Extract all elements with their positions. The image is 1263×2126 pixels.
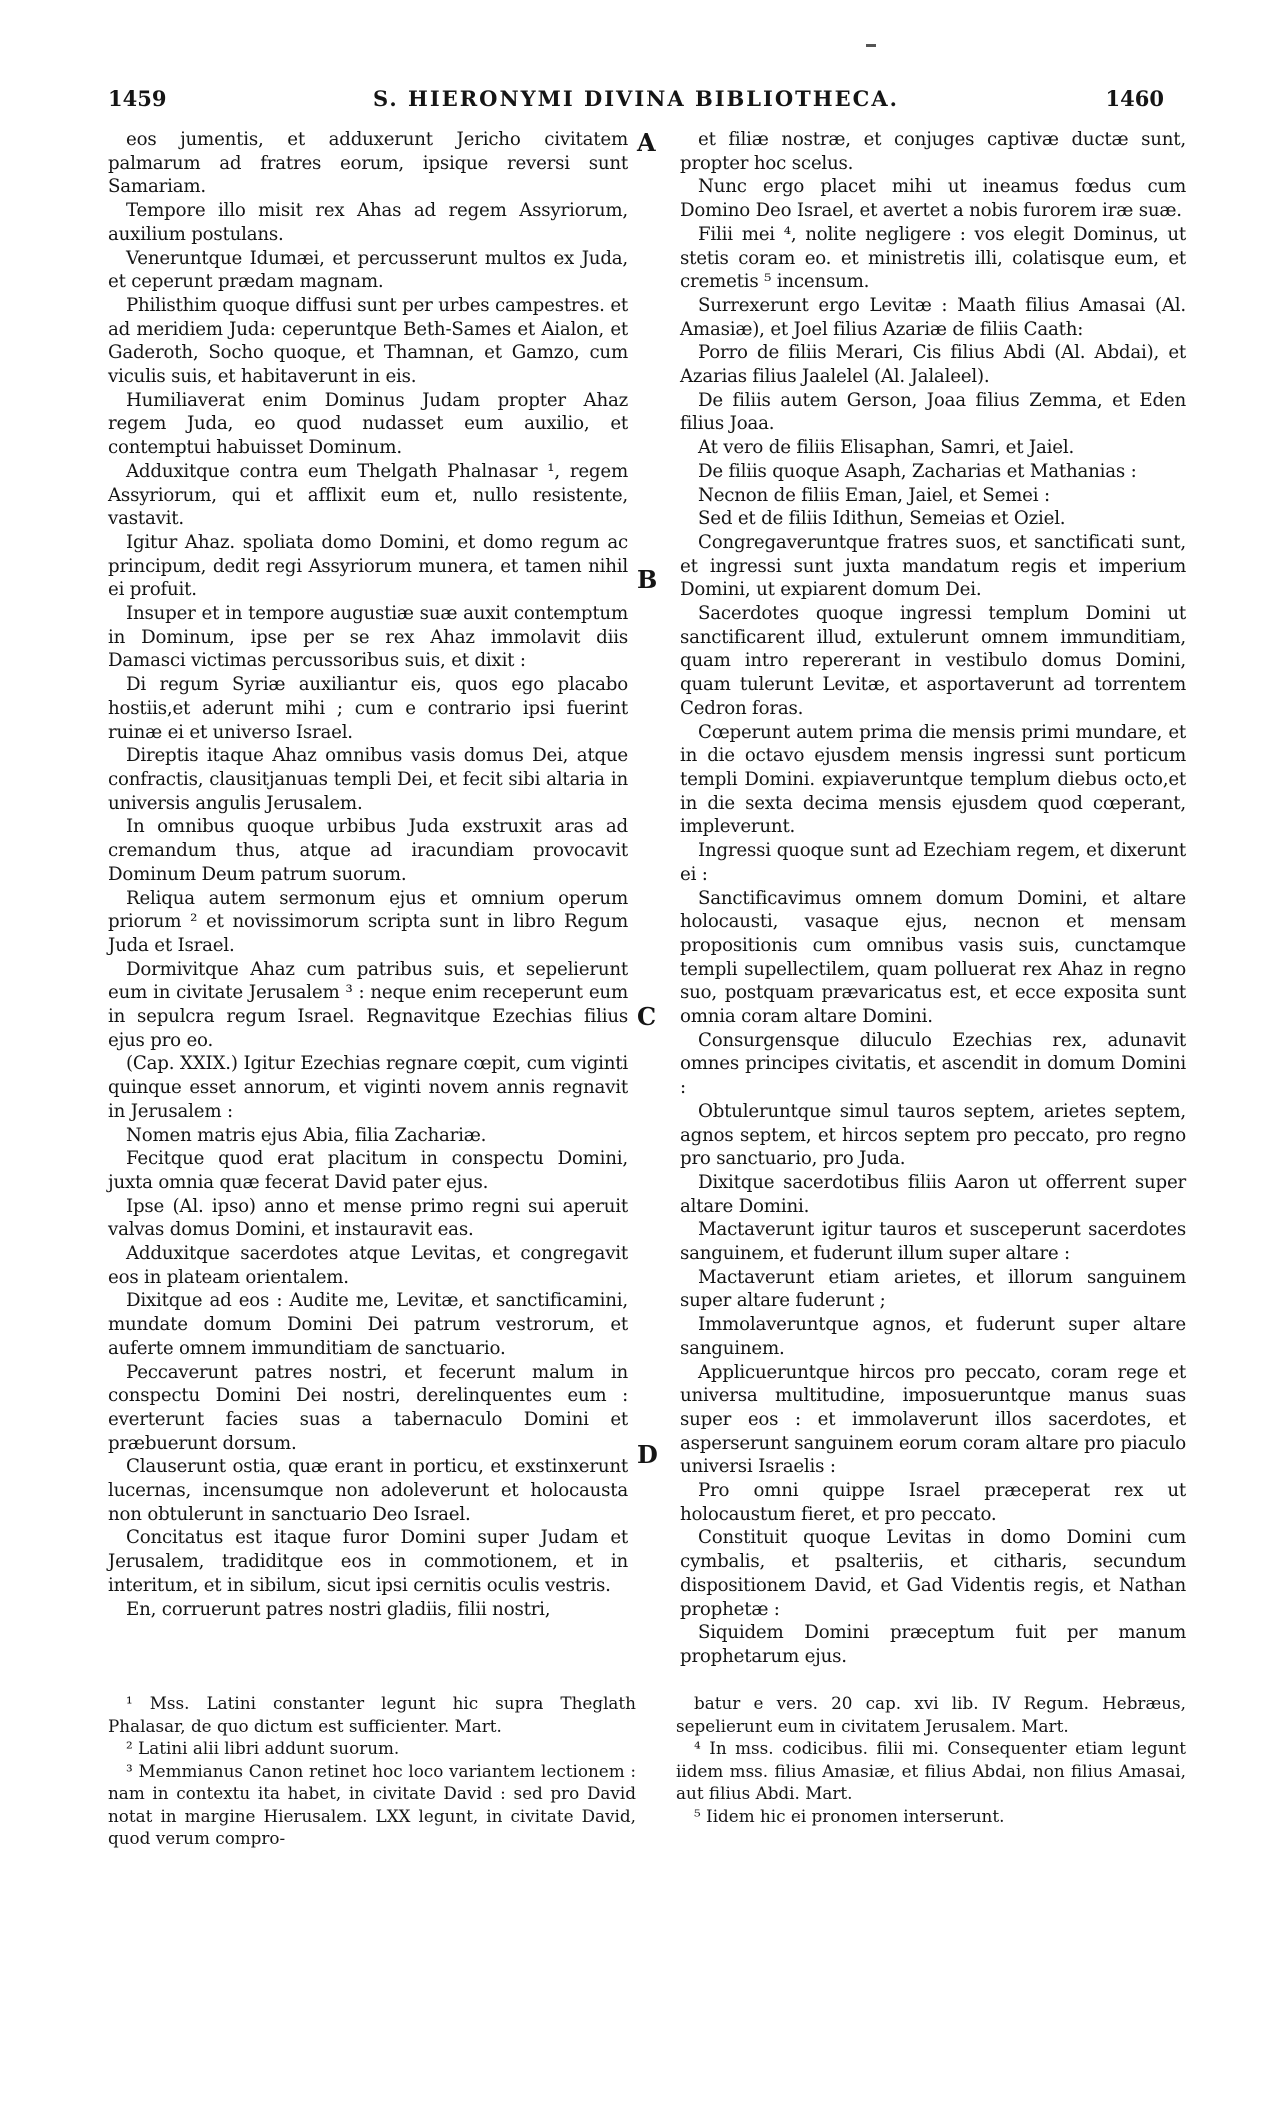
verse-paragraph: Sacerdotes quoque ingressi templum Domini ut sanctificarent illud, extulerunt omnem immunditiam, quam intro repererant in vestibulo domus Domini, quam tulerunt Levitæ, et asportaverunt ad torrentem Cedron foras. — [680, 603, 1186, 719]
verse-paragraph: Congregaveruntque fratres suos, et sanctificati sunt, et ingressi sunt juxta mandatum regis et imperium Domini, ut expiarent domum Dei. — [680, 531, 1186, 601]
verse-paragraph: Ingressi quoque sunt ad Ezechiam regem, et dixerunt ei : — [680, 840, 1186, 885]
verse-paragraph: Adduxitque sacerdotes atque Levitas, et congregavit eos in plateam orientalem. — [108, 1243, 628, 1288]
verse-paragraph: Immolaveruntque agnos, et fuderunt super altare sanguinem. — [680, 1314, 1186, 1359]
verse-paragraph: Porro de filiis Merari, Cis filius Abdi (Al. Abdai), et Azarias filius Jaalelel (Al. Jalaleel). — [680, 342, 1186, 388]
left-text-column — [108, 128, 628, 1620]
section-marker-a: A — [637, 128, 656, 157]
verse-paragraph: Reliqua autem sermonum ejus et omnium operum priorum ² et novissimorum scripta sunt in libro Regum Juda et Israel. — [108, 887, 628, 956]
verse-paragraph: Veneruntque Idumæi, et percusserunt multos ex Juda, et ceperunt prædam magnam. — [108, 247, 628, 293]
verse-paragraph: Sanctificavimus omnem domum Domini, et altare holocausti, vasaque ejus, necnon et mensam propositionis cum omnibus vasis suis, cunctamque templi supellectilem, quam polluerat rex Ahaz in regno suo, postquam prævaricatus est, et ecce exposita sunt omnia coram altare Domini. — [680, 887, 1186, 1028]
page-header — [108, 86, 1164, 126]
footnote: ³ Memmianus Canon retinet hoc loco variantem lectionem : nam in contextu ita habet, in civitate David : sed pro David notat in margine Hierusalem. LXX legunt, in civitate David, quod verum compro- — [108, 1760, 636, 1848]
verse-paragraph: Mactaverunt etiam arietes, et illorum sanguinem super altare fuderunt ; — [680, 1266, 1186, 1312]
verse-paragraph: Igitur Ahaz. spoliata domo Domini, et domo regum ac principum, dedit regi Assyriorum munera, et tamen nihil ei profuit. — [108, 531, 628, 601]
verse-paragraph: (Cap. XXIX.) Igitur Ezechias regnare cœpit, cum viginti quinque esset annorum, et viginti novem annis regnavit in Jerusalem : — [108, 1053, 628, 1122]
verse-paragraph: Pro omni quippe Israel præceperat rex ut holocaustum fieret, et pro peccato. — [680, 1480, 1186, 1525]
verse-paragraph: Dormivitque Ahaz cum patribus suis, et sepelierunt eum in civitate Jerusalem ³ : neque enim receperunt eum in sepulcra regum Israel. Regnavitque Ezechias filius ejus pro eo. — [108, 958, 628, 1051]
footnote: ⁵ Iidem hic ei pronomen interserunt. — [694, 1805, 1005, 1826]
page-number-left: 1459 — [108, 86, 167, 111]
verse-paragraph: Consurgensque diluculo Ezechias rex, adunavit omnes principes civitatis, et ascendit in domum Domini : — [680, 1029, 1186, 1099]
verse-paragraph: Surrexerunt ergo Levitæ : Maath filius Amasai (Al. Amasiæ), et Joel filius Azariæ de filiis Caath: — [680, 294, 1186, 340]
verse-paragraph: Filii mei ⁴, nolite negligere : vos elegit Dominus, ut stetis coram eo. et ministretis illi, colatisque eum, et cremetis ⁵ incensum. — [680, 223, 1186, 293]
verse-paragraph: Humiliaverat enim Dominus Judam propter Ahaz regem Juda, eo quod nudasset eum auxilio, et contemptui habuisset Dominum. — [108, 389, 628, 459]
verse-paragraph: eos jumentis, et adduxerunt Jericho civitatem palmarum ad fratres eorum, ipsique reversi sunt Samariam. — [108, 129, 628, 198]
verse-paragraph: At vero de filiis Elisaphan, Samri, et Jaiel. — [698, 437, 1075, 459]
verse-paragraph: Constituit quoque Levitas in domo Domini cum cymbalis, et psalteriis, et citharis, secundum dispositionem David, et Gad Videntis regis, et Nathan prophetæ : — [680, 1527, 1186, 1620]
verse-paragraph: Obtuleruntque simul tauros septem, arietes septem, agnos septem, et hircos septem pro peccato, pro regno pro sanctuario, pro Juda. — [680, 1100, 1186, 1170]
footnote: batur e vers. 20 cap. xvi lib. IV Regum. Hebræus, sepelierunt eum in civitatem Jerusalem. Mart. — [676, 1693, 1186, 1736]
verse-paragraph: Sed et de filiis Idithun, Semeias et Oziel. — [698, 508, 1066, 530]
verse-paragraph: Tempore illo misit rex Ahas ad regem Assyriorum, auxilium postulans. — [108, 200, 628, 245]
footnotes-right — [676, 1692, 1186, 1912]
page-number-right: 1460 — [1105, 86, 1164, 111]
verse-paragraph: Clauserunt ostia, quæ erant in porticu, et exstinxerunt lucernas, incensumque non adoleverunt et holocausta non obtulerunt in sanctuario Deo Israel. — [108, 1456, 628, 1525]
verse-paragraph: Di regum Syriæ auxiliantur eis, quos ego placabo hostiis,et aderunt mihi ; cum e contrario ipsi fuerint ruinæ ei et universo Israel. — [108, 674, 628, 743]
section-marker-c: C — [637, 1002, 657, 1031]
verse-paragraph: Dixitque ad eos : Audite me, Levitæ, et sanctificamini, mundate domum Domini Dei patrum vestrorum, et auferte omnem immunditiam de sanctuario. — [108, 1290, 628, 1359]
verse-paragraph: Adduxitque contra eum Thelgath Phalnasar ¹, regem Assyriorum, qui et afflixit eum et, nullo resistente, vastavit. — [108, 460, 628, 530]
verse-paragraph: Nunc ergo placet mihi ut ineamus fœdus cum Domino Deo Israel, et avertet a nobis furorem iræ suæ. — [680, 176, 1186, 222]
verse-paragraph: Concitatus est itaque furor Domini super Judam et Jerusalem, tradiditque eos in commotionem, et in interitum, et in sibilum, sicut ipsi cernitis oculis vestris. — [108, 1527, 628, 1596]
verse-paragraph: Direptis itaque Ahaz omnibus vasis domus Dei, atque confractis, clausitjanuas templi Dei, et fecit sibi altaria in universis angulis Jerusalem. — [108, 745, 628, 814]
verse-paragraph: Philisthim quoque diffusi sunt per urbes campestres. et ad meridiem Juda: ceperuntque Beth-Sames et Aialon, et Gaderoth, Socho quoque, et Thamnan, et Gamzo, cum viculis suis, et habitaverunt in eis. — [108, 294, 628, 388]
verse-paragraph: et filiæ nostræ, et conjuges captivæ ductæ sunt, propter hoc scelus. — [680, 129, 1186, 174]
verse-paragraph: Necnon de filiis Eman, Jaiel, et Semei : — [698, 484, 1050, 506]
verse-paragraph: En, corruerunt patres nostri gladiis, filii nostri, — [126, 1598, 551, 1620]
verse-paragraph: Peccaverunt patres nostri, et fecerunt malum in conspectu Domini Dei nostri, derelinquentes eum : everterunt facies suas a tabernaculo Domini et præbuerunt dorsum. — [108, 1361, 628, 1454]
footnote: ² Latini alii libri addunt suorum. — [126, 1738, 400, 1758]
right-text-column — [680, 128, 1186, 1667]
verse-paragraph: Cœperunt autem prima die mensis primi mundare, et in die octavo ejusdem mensis ingressi sunt porticum templi Domini. expiaveruntque templum diebus octo,et in die sexta decima mensis ejusdem quod cœperant, impleverunt. — [680, 721, 1186, 838]
verse-paragraph: Ipse (Al. ipso) anno et mense primo regni sui aperuit valvas domus Domini, et instauravit eas. — [108, 1195, 628, 1241]
verse-paragraph: Mactaverunt igitur tauros et susceperunt sacerdotes sanguinem, et fuderunt illum super altare : — [680, 1219, 1186, 1265]
verse-paragraph: In omnibus quoque urbibus Juda exstruxit aras ad cremandum thus, atque ad iracundiam provocavit Dominum Deum patrum suorum. — [108, 816, 628, 885]
verse-paragraph: Dixitque sacerdotibus filiis Aaron ut offerrent super altare Domini. — [680, 1171, 1186, 1217]
running-title: S. HIERONYMI DIVINA BIBLIOTHECA. — [373, 86, 899, 111]
verse-paragraph: Siquidem Domini præceptum fuit per manum prophetarum ejus. — [680, 1622, 1186, 1667]
section-marker-d: D — [637, 1440, 658, 1469]
verse-paragraph: Applicueruntque hircos pro peccato, coram rege et universa multitudine, imposueruntque manus suas super eos : et immolaverunt illos sacerdotes, et asperserunt sanguinem eorum coram altare pro piaculo universi Israelis : — [680, 1361, 1186, 1478]
footnote: ¹ Mss. Latini constanter legunt hic supra Theglath Phalasar, de quo dictum est sufficienter. Mart. — [108, 1693, 636, 1736]
verse-paragraph: Nomen matris ejus Abia, filia Zachariæ. — [126, 1124, 487, 1146]
verse-paragraph: Insuper et in tempore augustiæ suæ auxit contemptum in Dominum, ipse per se rex Ahaz immolavit diis Damasci victimas percussoribus suis, et dixit : — [108, 603, 628, 672]
footnotes-left — [108, 1692, 636, 1912]
verse-paragraph: De filiis autem Gerson, Joaa filius Zemma, et Eden filius Joaa. — [680, 389, 1186, 435]
print-speck — [866, 44, 876, 47]
section-marker-b: B — [637, 565, 658, 594]
footnote: ⁴ In mss. codicibus. filii mi. Consequenter etiam legunt iidem mss. filius Amasiæ, et filius Abdai, non filius Amasai, aut filius Abdi. Mart. — [676, 1738, 1186, 1803]
verse-paragraph: De filiis quoque Asaph, Zacharias et Mathanias : — [698, 460, 1137, 482]
verse-paragraph: Fecitque quod erat placitum in conspectu Domini, juxta omnia quæ fecerat David pater ejus. — [108, 1148, 628, 1193]
